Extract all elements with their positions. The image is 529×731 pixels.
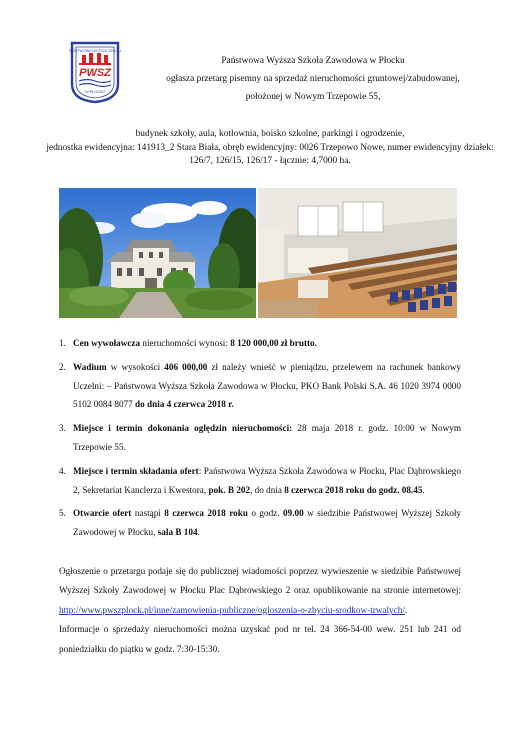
item-label: Wadium (73, 361, 107, 372)
property-registry: jednostka ewidencyjna: 141913_2 Stara Biała, obręb ewidencyjny: 0026 Trzepowo Nowe, numer ewidencyjny działek: 126/7, 126/15, 126/17 - łącznie: 4,7000 ha. (46, 142, 494, 166)
pwsz-logo (69, 40, 121, 104)
building-photo (59, 188, 256, 318)
announcement-footer (59, 562, 461, 659)
item-text: zł należy wnieść w pieniądzu, przelewem na rachunek bankowy Uczelni: – Państwowa Wyższa Szkoła Zawodowa w Płocku, PKO Bank Polski S.A. 46 1020 3974 0000 5102 0084 8077 (73, 361, 461, 410)
list-item (59, 504, 461, 542)
item-deadline: do dnia 4 czerwca 2018 r. (135, 399, 234, 410)
contact-info: Informacje o sprzedaży nieruchomości można uzyskać pod nr tel. 24 366-54-00 wew. 251 lub 241 od poniedziałku do piątku w godz. 7:30-15:30. (59, 624, 461, 654)
item-value: 8 120 000,00 zł brutto. (230, 338, 317, 348)
item-room: pok. B 202 (208, 484, 251, 495)
item-text: w siedzibie Państwowej Wyższej Szkoły Zawodowej w Płocku, (73, 508, 461, 538)
item-date: 8 czerwca 2018 roku (164, 508, 248, 519)
list-item (59, 358, 461, 414)
property-location: położonej w Nowym Trzepowie 55, (245, 92, 381, 102)
item-text: 28 maja 2018 r. godz. 10:00 w Nowym Trzepowie 55. (73, 423, 462, 452)
item-text: w wysokości (106, 361, 165, 372)
logo-text-bottom: W PŁOCKU (85, 90, 105, 94)
item-label: Cen wywoławcza (73, 338, 141, 348)
item-text: , do dnia (250, 484, 285, 495)
item-label: Miejsce i termin składania ofert (73, 465, 199, 476)
item-room: sala B 104 (157, 527, 198, 538)
announcement-terms-list (59, 334, 461, 547)
publication-note (59, 562, 461, 620)
item-text: o godz. (247, 508, 283, 519)
item-text: : Państwowa Wyższa Szkoła Zawodowa w Płocku, Plac Dąbrowskiego 2, Sekretariat Kanclerza i Kwestora, (73, 465, 461, 495)
list-item (59, 419, 461, 457)
logo-text-top: PAŃSTWOWA WYŻSZA SZKOŁA (69, 49, 121, 53)
publication-text: Ogłoszenie o przetargu podaje się do publicznej wiadomości poprzez wywieszenie w siedzibie Państwowej Wyższej Szkoły Zawodowej w Płocku Plac Dąbrowskiego 2 oraz opublikowanie na stronie internetowej: (59, 566, 461, 596)
announcement-link[interactable]: http://www.pwszplock.pl/inne/zamowienia-publiczne/ogloszenia-o-zbyciu-srodkow-trwalych/ (59, 604, 405, 615)
announcement-subject: ogłasza przetarg pisemny na sprzedaż nieruchomości gruntowej/zabudowanej, (166, 74, 460, 84)
institution-name: Państwowa Wyższa Szkoła Zawodowa w Płocku (221, 56, 405, 66)
announcement-header (118, 52, 508, 106)
item-time: 09.00 (283, 508, 304, 519)
property-buildings: budynek szkoły, aula, kotłownia, boisko szkolne, parkingi i ogrodzenie, (135, 129, 405, 139)
lecture-hall-photo (258, 188, 457, 318)
item-text: . (422, 484, 425, 495)
item-text: nieruchomości wynosi: (140, 338, 231, 348)
item-text: nastąpi (131, 508, 165, 519)
list-item (59, 334, 461, 353)
property-details (40, 128, 500, 169)
logo-text-mid: PWSZ (79, 67, 111, 79)
item-text: . (197, 527, 200, 538)
item-number: 3. (59, 423, 66, 434)
item-deadline: 8 czerwca 2018 roku do godz. 08.45 (284, 484, 423, 495)
item-number: 4. (59, 465, 66, 476)
list-item (59, 462, 461, 500)
item-label: Otwarcie ofert (73, 508, 132, 519)
item-label: Miejsce i termin dokonania oględzin nieruchomości: (73, 423, 293, 434)
publication-text-end: . (404, 604, 408, 615)
item-value: 406 000,00 (164, 361, 208, 372)
item-number: 5. (59, 508, 66, 519)
item-number: 2. (59, 361, 66, 372)
item-number: 1. (59, 338, 66, 348)
